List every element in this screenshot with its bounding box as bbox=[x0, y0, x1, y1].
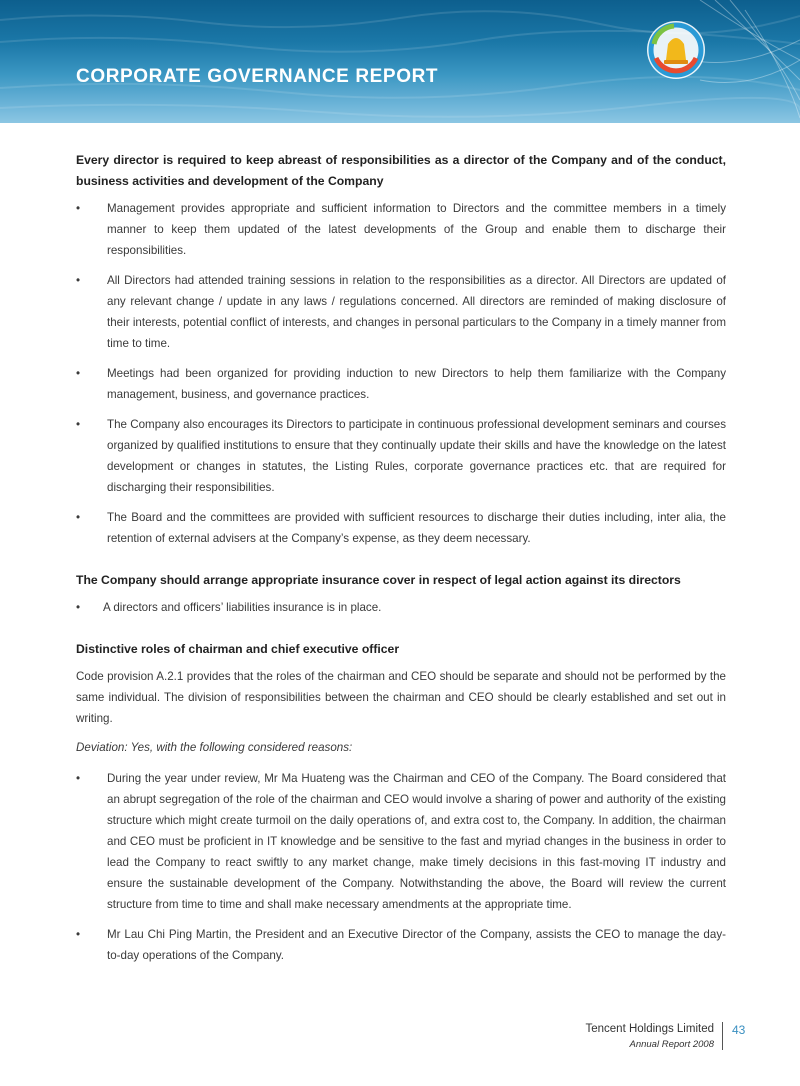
list-item-text: Management provides appropriate and sufficient information to Directors and the committee members in a timely manner to keep them updated of the latest developments of the Group and enable them to discharge their responsibilities. bbox=[107, 202, 726, 257]
insurance-bullet-list bbox=[76, 597, 726, 618]
page-number: 43 bbox=[732, 1023, 746, 1037]
footer-company-name: Tencent Holdings Limited bbox=[585, 1023, 714, 1035]
section-heading-roles: Distinctive roles of chairman and chief executive officer bbox=[76, 642, 400, 656]
report-body bbox=[76, 150, 726, 975]
footer-report-name: Annual Report 2008 bbox=[629, 1039, 714, 1050]
list-item bbox=[76, 363, 726, 405]
bullet-marker: • bbox=[76, 418, 81, 431]
bullet-marker: • bbox=[76, 274, 81, 287]
list-item-text: All Directors had attended training sessions in relation to the responsibilities as a director. All Directors are updated of any relevant change / update in any laws / regulations concerned. All directors are reminded of making disclosure of their interests, potential conflict of interests, and changes in personal particulars to the Company in a timely manner from time to time. bbox=[107, 274, 726, 350]
list-item bbox=[76, 414, 726, 498]
bullet-marker: • bbox=[76, 511, 81, 524]
list-item bbox=[76, 768, 726, 915]
header-banner bbox=[0, 0, 800, 123]
list-item-text: The Board and the committees are provided with sufficient resources to discharge their duties including, inter alia, the retention of external advisers at the Company’s expense, as they deem necessary. bbox=[107, 511, 726, 545]
bullet-marker: • bbox=[76, 928, 81, 941]
bullet-marker: • bbox=[76, 367, 81, 380]
list-item-text: Mr Lau Chi Ping Martin, the President and an Executive Director of the Company, assists the CEO to manage the day-to-day operations of the Company. bbox=[107, 928, 726, 962]
list-item bbox=[76, 198, 726, 261]
bullet-marker: • bbox=[76, 772, 81, 785]
roles-bullet-list bbox=[76, 768, 726, 966]
list-item bbox=[76, 924, 726, 966]
footer-divider bbox=[722, 1022, 723, 1050]
list-item-text: The Company also encourages its Directors to participate in continuous professional development seminars and courses organized by qualified institutions to ensure that they continually update their skills and have the knowledge on the latest development or changes in statutes, the Listing Rules, corporate governance practices etc. that are required for discharging their responsibilities. bbox=[107, 418, 726, 494]
tencent-bell-logo-icon bbox=[644, 18, 708, 82]
page-title: CORPORATE GOVERNANCE REPORT bbox=[76, 66, 439, 87]
section-heading-insurance: The Company should arrange appropriate insurance cover in respect of legal action against its directors bbox=[76, 573, 681, 587]
section-heading-directors: Every director is required to keep abreast of responsibilities as a director of the Company and of the conduct, business activities and development of the Company bbox=[76, 153, 726, 188]
list-item-text: During the year under review, Mr Ma Huateng was the Chairman and CEO of the Company. The Board considered that an abrupt segregation of the role of the chairman and CEO would involve a sharing of power and authority of the existing structure which might create turmoil on the daily operations of, and extra cost to, the Company. In addition, the chairman and CEO must be proficient in IT knowledge and be sensitive to the fast and myriad changes in the business in order to lead the Company to react swiftly to any market change, make timely decisions in this fast-moving IT industry and ensure the sustainable development of the Company. Notwithstanding the above, the Board will review the current structure from time to time and shall make necessary amendments at the appropriate time. bbox=[107, 772, 726, 911]
list-item-text: A directors and officers’ liabilities insurance is in place. bbox=[103, 601, 382, 614]
list-item bbox=[76, 270, 726, 354]
deviation-note: Deviation: Yes, with the following considered reasons: bbox=[76, 741, 353, 754]
list-item bbox=[76, 507, 726, 549]
directors-bullet-list bbox=[76, 198, 726, 549]
list-item bbox=[76, 597, 726, 618]
bullet-marker: • bbox=[76, 601, 81, 614]
bullet-marker: • bbox=[76, 202, 81, 215]
code-provision-paragraph: Code provision A.2.1 provides that the roles of the chairman and CEO should be separate and should not be performed by the same individual. The division of responsibilities between the chairman and CEO should be clearly established and set out in writing. bbox=[76, 670, 726, 725]
list-item-text: Meetings had been organized for providing induction to new Directors to help them familiarize with the Company management, business, and governance practices. bbox=[107, 367, 726, 401]
